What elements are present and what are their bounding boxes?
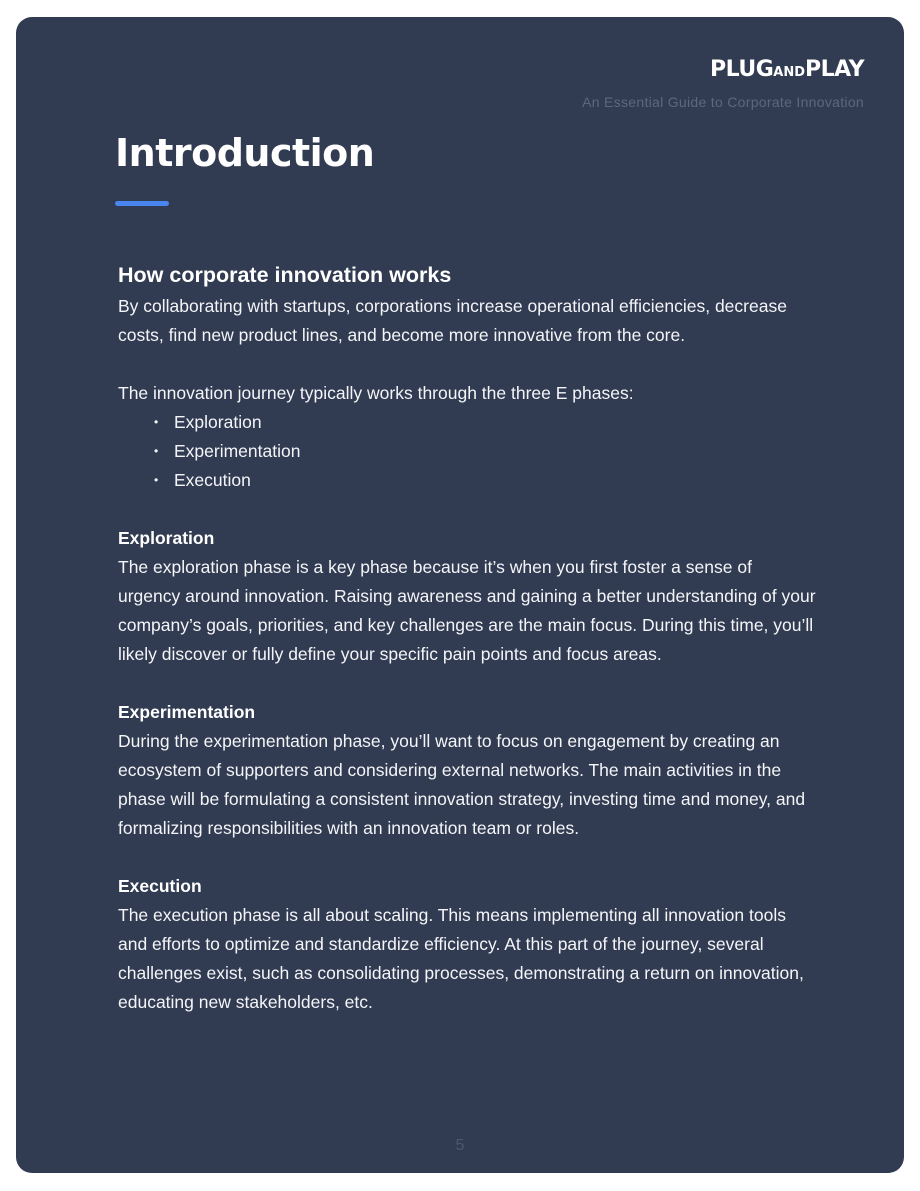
- experimentation-heading: Experimentation: [118, 702, 256, 722]
- section-intro: By collaborating with startups, corporations increase operational efficiencies, decrease costs, find new product lines, and become more innovative from the core.: [118, 296, 787, 345]
- phase-list: [118, 408, 818, 495]
- section-heading: How corporate innovation works: [118, 263, 452, 287]
- title-accent-bar: [115, 201, 169, 206]
- document-page: [16, 17, 904, 1173]
- exploration-body: The exploration phase is a key phase because it’s when you first foster a sense of urgency around innovation. Raising awareness and gaining a better understanding of your company’s goals, priorities, and key challenges are the main focus. During this time, you’ll likely discover or fully define your specific pain points and focus areas.: [118, 557, 816, 664]
- execution-body: The execution phase is all about scaling. This means implementing all innovation tools and efforts to optimize and standardize efficiency. At this part of the journey, several challenges exist, such as consolidating processes, demonstrating a return on innovation, educating new stakeholders, etc.: [118, 905, 804, 1012]
- plug-and-play-logo: [710, 57, 864, 86]
- logo-part-plug: PLUG: [709, 57, 774, 82]
- spacer: [118, 669, 818, 698]
- logo-part-and: AND: [773, 65, 805, 80]
- execution-heading: Execution: [118, 876, 202, 896]
- list-item: [154, 437, 818, 466]
- list-item: [154, 408, 818, 437]
- experimentation-body: During the experimentation phase, you’ll want to focus on engagement by creating an ecosystem of supporters and considering external networks. The main activities in the phase will be formulating a consistent innovation strategy, investing time and money, and formalizing responsibilities with an innovation team or roles.: [118, 731, 806, 838]
- guide-subtitle: An Essential Guide to Corporate Innovation: [582, 94, 864, 110]
- list-item: [154, 466, 818, 495]
- phase-label: Exploration: [174, 412, 262, 432]
- bullet-icon: •: [154, 473, 159, 487]
- journey-lead: The innovation journey typically works through the three E phases:: [118, 383, 634, 403]
- page-content: [118, 258, 818, 1017]
- logo-part-play: PLAY: [805, 57, 864, 82]
- spacer: [118, 495, 818, 524]
- spacer: [118, 350, 818, 379]
- phase-label: Execution: [174, 470, 251, 490]
- page-number: 5: [455, 1137, 465, 1154]
- bullet-icon: •: [154, 444, 159, 458]
- exploration-heading: Exploration: [118, 528, 215, 548]
- spacer: [118, 843, 818, 872]
- phase-label: Experimentation: [174, 441, 301, 461]
- page-title: Introduction: [115, 131, 375, 175]
- bullet-icon: •: [154, 415, 159, 429]
